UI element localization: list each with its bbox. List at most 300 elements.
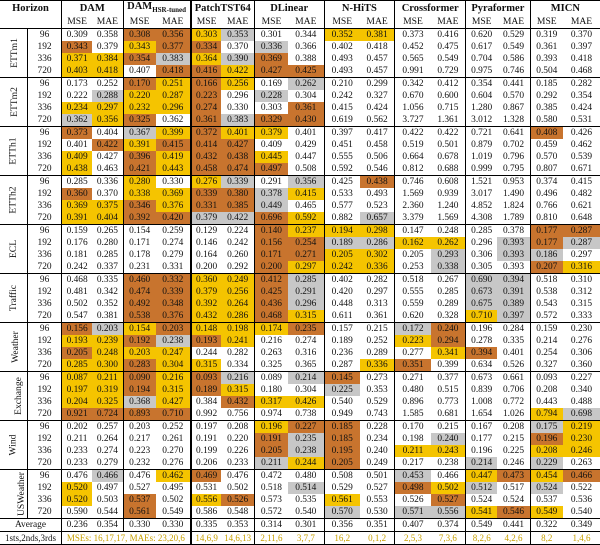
mse-cell: 0.518	[260, 483, 282, 494]
mae-cell: 0.457	[360, 53, 395, 65]
table-row	[0, 335, 600, 347]
mae-cell: 0.641	[497, 127, 530, 140]
mae-cell: 0.514	[288, 482, 324, 494]
mae-cell: 0.284	[497, 323, 530, 336]
table-row	[0, 90, 600, 102]
mae-cell: 0.352	[92, 298, 123, 310]
table-row	[0, 102, 600, 114]
mse-cell: 0.176	[66, 238, 88, 249]
mae-cell: 0.252	[156, 421, 191, 434]
mse-cell: 0.338	[123, 188, 156, 200]
mse-cell: 0.278	[471, 336, 493, 347]
mse-cell: 0.140	[254, 225, 288, 238]
mse-cell: 0.207	[530, 261, 563, 274]
mse-cell: 0.452	[402, 42, 424, 53]
model-header-dam-hsr: $DAM_{HSR-tuned}$	[123, 1, 191, 17]
mae-cell: 1.569	[431, 212, 466, 225]
mae-cell: 0.262	[288, 78, 324, 91]
mse-cell: 0.893	[123, 408, 156, 421]
mse-cell: 0.449	[254, 200, 288, 212]
table-row	[0, 421, 600, 434]
mse-cell: 0.617	[471, 42, 493, 53]
mse-cell: 0.537	[536, 495, 558, 506]
table-row	[0, 114, 600, 127]
mse-cell: 0.393	[536, 54, 558, 65]
mae-cell: 0.475	[431, 41, 466, 53]
mae-cell: 0.293	[431, 249, 466, 261]
metric-header: MSE	[191, 16, 222, 29]
mae-cell: 0.586	[497, 53, 530, 65]
table-row	[0, 286, 600, 298]
mse-cell: 0.541	[466, 506, 498, 519]
mse-cell: 0.570	[536, 152, 558, 163]
mae-cell: 0.422	[221, 212, 254, 225]
mae-cell: 0.330	[156, 176, 191, 189]
mse-cell: 0.974	[260, 409, 282, 420]
metric-header: MAE	[563, 16, 600, 29]
mse-cell: 0.364	[191, 53, 222, 65]
model-header-dam: DAM	[62, 1, 124, 17]
mse-cell: 0.481	[66, 287, 88, 298]
mse-cell: 0.148	[191, 323, 222, 336]
mse-cell: 0.196	[530, 433, 563, 445]
mae-cell: 0.332	[156, 274, 191, 287]
mse-cell: 0.204	[62, 396, 93, 408]
mae-cell: 0.287	[156, 90, 191, 102]
mse-cell: 0.306	[471, 250, 493, 261]
table-row	[0, 212, 600, 225]
mse-cell: 0.498	[395, 482, 431, 494]
mae-cell: 0.362	[156, 114, 191, 127]
mae-cell: 1.490	[497, 188, 530, 200]
mae-cell: 0.370	[563, 29, 600, 42]
mse-cell: 0.214	[466, 457, 498, 470]
mae-cell: 0.497	[92, 482, 123, 494]
mae-cell: 0.466	[563, 470, 600, 483]
mse-cell: 0.561	[123, 506, 156, 519]
table-row	[0, 261, 600, 274]
mse-cell: 0.367	[123, 127, 156, 140]
mae-cell: 0.339	[221, 176, 254, 189]
metric-header: MSE	[254, 16, 288, 29]
mse-cell: 0.361	[191, 114, 222, 127]
mae-cell: 0.390	[221, 53, 254, 65]
mse-cell: 0.555	[331, 152, 353, 163]
mae-cell: 0.546	[360, 163, 395, 176]
mae-cell: 0.254	[288, 237, 324, 249]
mae-cell: 0.432	[221, 396, 254, 408]
mae-cell: 0.531	[570, 115, 593, 126]
table-row	[0, 482, 600, 494]
mse-cell: 0.497	[254, 163, 288, 176]
average-mse: 0.549	[466, 519, 498, 532]
mae-cell: 0.276	[570, 336, 593, 347]
mae-cell: 0.256	[221, 286, 254, 298]
mse-cell: 0.296	[471, 238, 493, 249]
mse-cell: 0.200	[196, 262, 218, 273]
ranking-cell: 8,2,6	[466, 532, 498, 545]
mae-cell: 0.380	[221, 188, 254, 200]
mse-cell: 0.223	[191, 90, 222, 102]
mse-cell: 0.401	[66, 140, 88, 151]
mse-cell: 0.205	[324, 457, 360, 470]
mse-cell: 0.670	[402, 91, 424, 102]
model-header-patchtst: PatchTST64	[191, 1, 255, 17]
mse-cell: 0.696	[254, 212, 288, 225]
ranking-cell: 2,11,6	[254, 532, 288, 545]
mse-cell: 0.292	[536, 91, 558, 102]
ranking-cell: 14,6,9	[191, 532, 222, 545]
mse-cell: 0.360	[62, 188, 93, 200]
mse-cell: 0.303	[191, 29, 222, 42]
mse-cell: 0.675	[466, 298, 498, 310]
mse-cell: 0.397	[324, 127, 360, 140]
mae-cell: 0.502	[156, 494, 191, 506]
mse-cell: 0.233	[66, 446, 88, 457]
mse-cell: 0.263	[260, 348, 282, 359]
mse-cell: 0.336	[254, 41, 288, 53]
mae-cell: 0.715	[431, 102, 466, 114]
mae-cell: 0.422	[221, 65, 254, 78]
mae-cell: 0.549	[431, 53, 466, 65]
mae-cell: 0.457	[360, 65, 395, 78]
average-mse: 0.407	[395, 519, 431, 532]
horizon-header: Horizon	[0, 1, 62, 17]
mae-cell: 0.220	[221, 433, 254, 445]
mae-cell: 0.316	[288, 347, 324, 359]
mse-cell: 0.285	[62, 359, 93, 372]
horizon-cell: 720	[28, 408, 62, 421]
mae-cell: 0.424	[360, 102, 395, 114]
mse-cell: 0.211	[66, 434, 88, 445]
mse-cell: 0.253	[402, 262, 424, 273]
mae-cell: 0.361	[360, 310, 395, 323]
mae-cell: 0.399	[431, 359, 466, 372]
mae-cell: 0.540	[570, 507, 593, 518]
mse-cell: 0.303	[260, 103, 282, 114]
mae-cell: 0.319	[92, 384, 123, 396]
mse-cell: 0.185	[324, 421, 360, 434]
mae-cell: 0.418	[92, 65, 123, 78]
mae-cell: 0.415	[563, 176, 600, 189]
mae-cell: 0.262	[431, 237, 466, 249]
mae-cell: 0.251	[156, 78, 191, 91]
mse-cell: 0.436	[254, 298, 288, 310]
mae-cell: 0.482	[570, 189, 593, 200]
horizon-cell: 96	[28, 372, 62, 385]
mse-cell: 0.205	[62, 347, 93, 359]
mse-cell: 0.476	[123, 470, 156, 483]
mse-cell: 0.529	[331, 483, 353, 494]
horizon-cell: 96	[28, 274, 62, 287]
ranking-label: 1sts,2nds,3rds	[0, 532, 62, 545]
horizon-cell: 336	[28, 445, 62, 457]
mae-cell: 0.306	[570, 348, 593, 359]
mae-cell: 0.501	[431, 139, 466, 151]
mse-cell: 0.540	[331, 397, 353, 408]
mse-cell: 0.360	[191, 274, 222, 287]
table-row	[0, 494, 600, 506]
mse-cell: 0.208	[536, 385, 558, 396]
table-row	[0, 457, 600, 470]
mae-cell: 0.426	[288, 396, 324, 408]
mae-cell: 0.592	[288, 212, 324, 225]
mse-cell: 0.379	[254, 127, 288, 140]
mse-cell: 0.203	[123, 347, 156, 359]
mae-cell: 0.529	[360, 396, 395, 408]
table-row	[0, 372, 600, 385]
table-row	[0, 408, 600, 421]
mae-cell: 0.365	[288, 359, 324, 372]
mse-cell: 0.543	[536, 299, 558, 310]
mae-cell: 0.340	[570, 385, 593, 396]
horizon-cell: 720	[28, 212, 62, 225]
mse-cell: 4.852	[471, 201, 493, 212]
mse-cell: 0.157	[324, 323, 360, 336]
mse-cell: 0.175	[530, 421, 563, 434]
mae-cell: 0.216	[221, 372, 254, 385]
horizon-cell: 96	[28, 176, 62, 189]
mae-cell: 0.300	[92, 359, 123, 372]
mse-cell: 0.170	[123, 78, 156, 91]
mae-cell: 0.393	[497, 261, 530, 274]
mse-cell: 0.451	[331, 140, 353, 151]
mae-cell: 0.237	[288, 225, 324, 238]
average-mae: 0.330	[156, 519, 191, 532]
mse-cell: 0.216	[260, 336, 282, 347]
mse-cell: 0.493	[331, 66, 353, 77]
metric-header: MSE	[123, 16, 156, 29]
mse-cell: 0.189	[191, 384, 222, 396]
mae-cell: 0.796	[497, 151, 530, 163]
mse-cell: 1.019	[471, 152, 493, 163]
mae-cell: 0.404	[92, 212, 123, 225]
mae-cell: 0.376	[156, 200, 191, 212]
mse-cell: 0.414	[191, 139, 222, 151]
table-row	[0, 470, 600, 483]
mae-cell: 0.502	[431, 482, 466, 494]
mse-cell: 0.538	[536, 287, 558, 298]
mae-cell: 0.316	[563, 261, 600, 274]
mse-cell: 0.992	[196, 409, 218, 420]
metric-header: MAE	[431, 16, 466, 29]
mae-cell: 0.248	[431, 225, 466, 238]
mse-cell: 0.327	[536, 360, 558, 371]
mse-cell: 0.565	[402, 54, 424, 65]
mse-cell: 0.538	[123, 310, 156, 323]
mse-cell: 0.242	[331, 91, 353, 102]
mse-cell: 0.524	[530, 482, 563, 494]
mse-cell: 0.343	[123, 41, 156, 53]
mae-cell: 0.522	[570, 483, 593, 494]
mse-cell: 1.521	[466, 176, 498, 189]
mae-cell: 0.240	[431, 323, 466, 336]
mse-cell: 0.839	[471, 385, 493, 396]
mae-cell: 0.292	[221, 261, 254, 274]
mse-cell: 0.200	[254, 261, 288, 274]
mae-cell: 0.288	[92, 90, 123, 102]
mse-cell: 0.573	[260, 495, 282, 506]
mse-cell: 0.590	[66, 507, 88, 518]
mse-cell: 0.975	[471, 66, 493, 77]
horizon-cell: 96	[28, 29, 62, 42]
mae-cell: 0.282	[221, 347, 254, 359]
mae-cell: 0.746	[497, 65, 530, 78]
mae-cell: 0.535	[288, 494, 324, 506]
header-row-models	[0, 1, 600, 17]
mae-cell: 0.661	[497, 372, 530, 385]
mse-cell: 0.283	[123, 359, 156, 372]
mse-cell: 0.228	[254, 90, 288, 102]
mse-cell: 0.746	[395, 176, 431, 189]
mae-cell: 0.203	[156, 323, 191, 336]
table-row	[0, 78, 600, 91]
mse-cell: 0.371	[62, 53, 93, 65]
mse-cell: 1.585	[402, 409, 424, 420]
mae-cell: 0.227	[288, 421, 324, 434]
mse-cell: 0.214	[536, 336, 558, 347]
mse-cell: 0.210	[324, 78, 360, 91]
mse-cell: 0.518	[395, 274, 431, 287]
dataset-label: Weather	[0, 323, 28, 372]
mse-cell: 0.093	[191, 372, 222, 385]
mae-cell: 0.356	[156, 29, 191, 42]
mae-cell: 0.458	[360, 139, 395, 151]
mse-cell: 0.174	[254, 323, 288, 336]
mse-cell: 0.274	[191, 102, 222, 114]
mae-cell: 0.441	[497, 78, 530, 91]
mae-cell: 0.466	[431, 470, 466, 483]
mae-cell: 0.238	[288, 445, 324, 457]
mse-cell: 0.191	[196, 434, 218, 445]
table-row	[0, 200, 600, 212]
mae-cell: 0.517	[497, 482, 530, 494]
table-row	[0, 225, 600, 238]
mae-cell: 0.235	[288, 323, 324, 336]
mse-cell: 0.412	[254, 274, 288, 287]
mse-cell: 1.569	[402, 189, 424, 200]
mae-cell: 0.953	[497, 176, 530, 189]
mae-cell: 0.506	[360, 151, 395, 163]
mae-cell: 0.310	[563, 274, 600, 287]
mse-cell: 0.673	[466, 286, 498, 298]
mse-cell: 0.285	[62, 176, 93, 189]
mse-cell: 0.234	[62, 102, 93, 114]
mse-cell: 0.169	[254, 78, 288, 91]
mse-cell: 0.217	[129, 434, 151, 445]
mse-cell: 0.146	[196, 238, 218, 249]
mae-cell: 0.417	[360, 127, 395, 140]
mae-cell: 0.379	[92, 41, 123, 53]
mae-cell: 0.282	[360, 274, 395, 287]
horizon-cell: 192	[28, 188, 62, 200]
dataset-label: ETTm2	[0, 78, 28, 127]
mae-cell: 0.302	[360, 249, 395, 261]
mse-cell: 0.556	[191, 494, 222, 506]
mse-cell: 0.195	[324, 445, 360, 457]
mae-cell: 0.298	[360, 225, 395, 238]
mae-cell: 0.353	[221, 29, 254, 42]
metric-header: MAE	[221, 16, 254, 29]
mse-cell: 0.220	[123, 90, 156, 102]
mae-cell: 0.397	[570, 42, 593, 53]
mae-cell: 0.515	[431, 384, 466, 396]
mae-cell: 0.296	[156, 102, 191, 114]
mae-cell: 0.296	[221, 90, 254, 102]
ranking-dam: MSEs: 16,17,17, MAEs: 23,20,6	[62, 532, 191, 545]
mse-cell: 0.196	[254, 421, 288, 434]
mae-cell: 0.773	[431, 396, 466, 408]
mae-cell: 0.678	[431, 151, 466, 163]
mse-cell: 0.468	[254, 310, 288, 323]
mse-cell: 1.008	[471, 397, 493, 408]
mae-cell: 1.824	[497, 200, 530, 212]
mae-cell: 0.388	[288, 53, 324, 65]
results-body	[0, 29, 600, 545]
mse-cell: 0.949	[331, 409, 353, 420]
horizon-cell: 336	[28, 298, 62, 310]
mse-cell: 0.766	[536, 201, 558, 212]
metric-header: MAE	[288, 16, 324, 29]
mse-cell: 0.319	[530, 29, 563, 42]
mse-cell: 0.445	[254, 151, 288, 163]
table-row	[0, 29, 600, 42]
mae-cell: 0.369	[156, 188, 191, 200]
mae-cell: 0.939	[431, 188, 466, 200]
mse-cell: 0.531	[196, 483, 218, 494]
mae-cell: 0.333	[570, 311, 593, 322]
mae-cell: 0.234	[360, 433, 395, 445]
mse-cell: 0.378	[254, 188, 288, 200]
mse-cell: 0.882	[331, 213, 353, 224]
mae-cell: 0.252	[92, 78, 123, 91]
mae-cell: 0.756	[221, 408, 254, 421]
ranking-cell: 3,7,7	[288, 532, 324, 545]
mae-cell: 0.249	[221, 274, 254, 287]
mae-cell: 0.297	[288, 261, 324, 274]
horizon-cell: 192	[28, 482, 62, 494]
mse-cell: 0.438	[62, 163, 93, 176]
average-mse: 0.356	[324, 519, 360, 532]
mse-cell: 0.374	[530, 176, 563, 189]
mae-cell: 0.257	[92, 421, 123, 434]
horizon-cell: 720	[28, 65, 62, 78]
mse-cell: 0.896	[402, 397, 424, 408]
mae-cell: 0.240	[431, 433, 466, 445]
mae-cell: 0.527	[360, 482, 395, 494]
mse-cell: 0.331	[191, 200, 222, 212]
ranking-cell: 8,2	[530, 532, 563, 545]
mse-cell: 0.580	[536, 115, 558, 126]
mse-cell: 0.385	[536, 103, 558, 114]
model-header-nhits: N-HiTS	[324, 1, 395, 17]
mse-cell: 0.089	[254, 372, 288, 385]
mse-cell: 0.690	[466, 274, 498, 287]
mse-cell: 0.812	[402, 164, 424, 175]
mse-cell: 0.280	[123, 176, 156, 189]
mae-cell: 0.418	[360, 41, 395, 53]
mae-cell: 0.261	[156, 433, 191, 445]
mae-cell: 0.287	[563, 237, 600, 249]
mse-cell: 0.093	[530, 372, 563, 385]
horizon-cell: 336	[28, 396, 62, 408]
mae-cell: 1.789	[497, 212, 530, 225]
mae-cell: 0.203	[92, 323, 123, 336]
mse-cell: 0.301	[254, 29, 288, 42]
mae-cell: 0.418	[156, 65, 191, 78]
mse-cell: 0.571	[395, 506, 431, 519]
mse-cell: 0.351	[395, 359, 431, 372]
